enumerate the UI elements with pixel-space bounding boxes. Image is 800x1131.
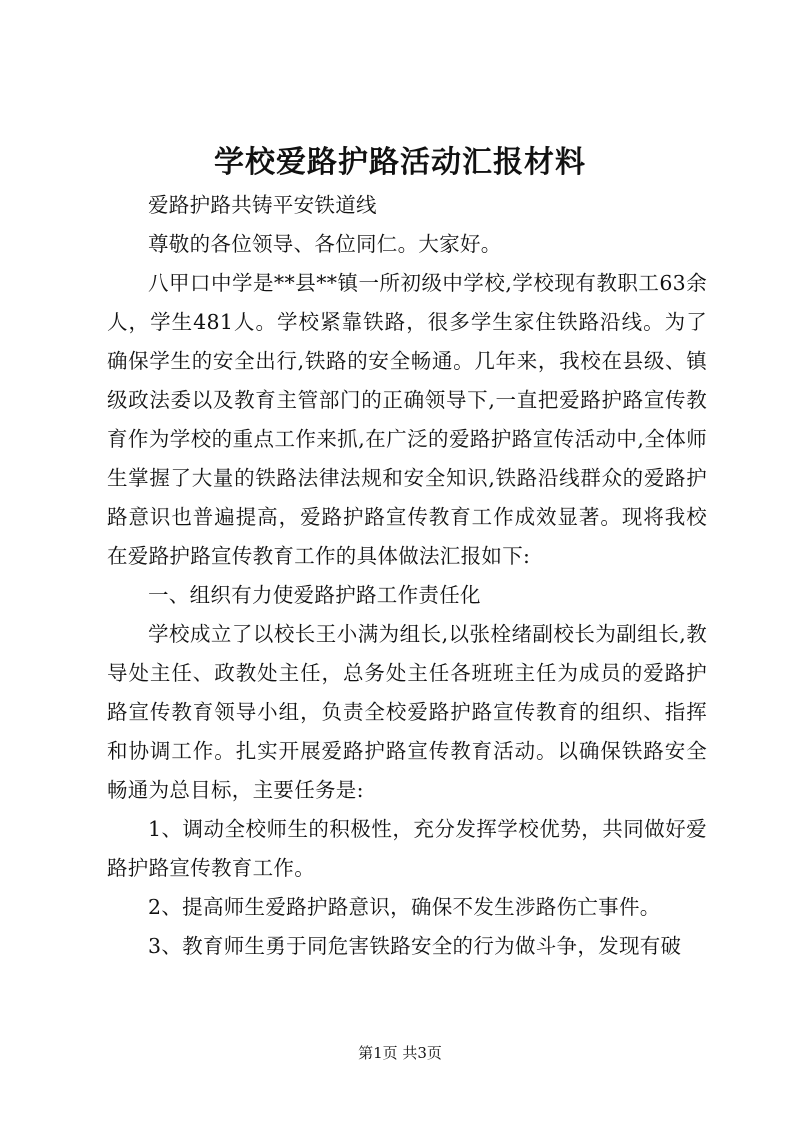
- document-title: 学校爱路护路活动汇报材料: [214, 145, 586, 180]
- section-heading: 一、组织有力使爱路护路工作责任化: [148, 583, 481, 607]
- page-number-footer: 第1页 共3页: [358, 1044, 442, 1062]
- task-item-1: 1、调动全校师生的积极性，充分发挥学校优势，共同做好爱路护路宣传教育工作。: [107, 817, 707, 880]
- organization-paragraph: 学校成立了以校长王小满为组长,以张栓绪副校长为副组长,教导处主任、政教处主任，总务处主任各班班主任为成员的爱路护路宣传教育领导小组，负责全校爱路护路宣传教育的组织、指挥和协调工作。扎实开展爱路护路宣传教育活动。以确保铁路安全畅通为总目标，主要任务是:: [107, 622, 707, 802]
- intro-paragraph: 八甲口中学是**县**镇一所初级中学校,学校现有教职工63余人，学生481人。学校紧靠铁路，很多学生家住铁路沿线。为了确保学生的安全出行,铁路的安全畅通。几年来，我校在县级、镇级政法委以及教育主管部门的正确领导下,一直把爱路护路宣传教育作为学校的重点工作来抓,在广泛的爱路护路宣传活动中,全体师生掌握了大量的铁路法律法规和安全知识,铁路沿线群众的爱路护路意识也普遍提高，爱路护路宣传教育工作成效显著。现将我校在爱路护路宣传教育工作的具体做法汇报如下:: [107, 271, 707, 568]
- document-body: [107, 186, 707, 966]
- task-item-2: 2、提高师生爱路护路意识，确保不发生涉路伤亡事件。: [148, 895, 661, 919]
- task-item-3: 3、教育师生勇于同危害铁路安全的行为做斗争，发现有破: [148, 934, 682, 958]
- subtitle-paragraph: 爱路护路共铸平安铁道线: [148, 193, 377, 217]
- greeting-paragraph: 尊敬的各位领导、各位同仁。大家好。: [148, 232, 502, 256]
